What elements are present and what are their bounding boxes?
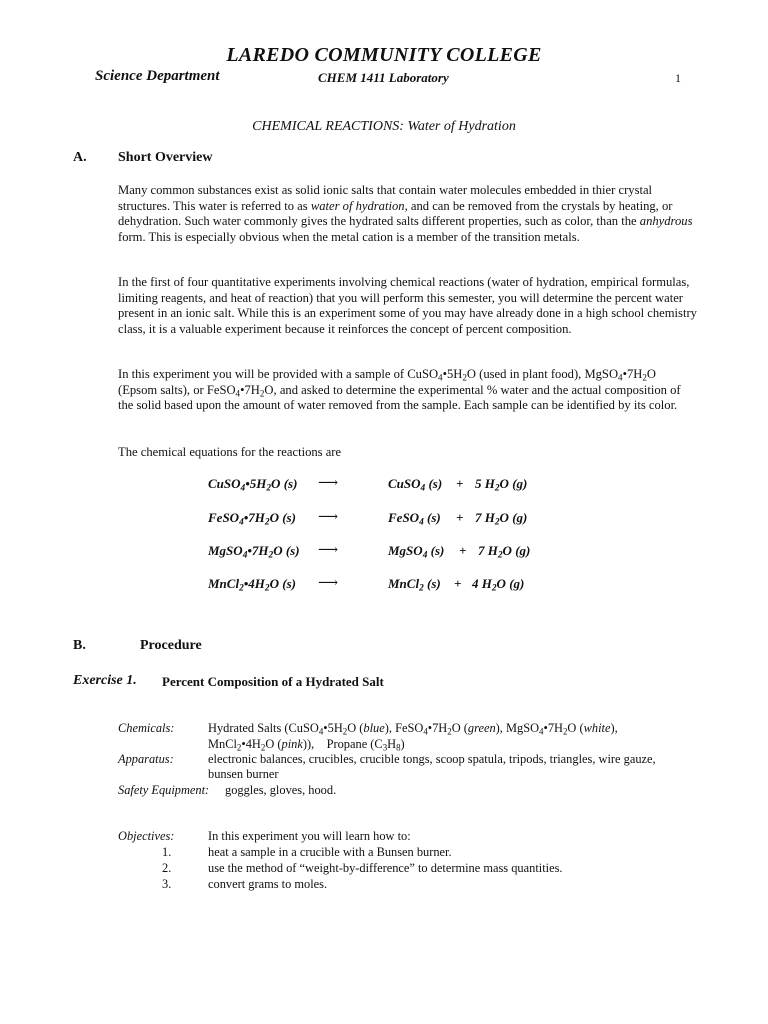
equation-product-1: MgSO$_4$ (s)	[388, 543, 445, 561]
objectives-intro: In this experiment you will learn how to:	[208, 829, 411, 843]
plus-sign: +	[456, 510, 464, 525]
objective-number: 3.	[162, 877, 172, 891]
equation-product-2: 4 $H_2O$ (g)	[472, 576, 525, 594]
apparatus-line-1: electronic balances, crucibles, crucible tongs, scoop spatula, tripods, triangles, wire gauze,	[208, 752, 656, 766]
objectives-label: Objectives:	[118, 829, 175, 843]
equation-product-1: CuSO$_4$ (s)	[388, 476, 443, 494]
objective-number: 1.	[162, 845, 172, 859]
arrow-symbol: ⟶	[318, 576, 339, 591]
equation-product-2: 5 $H_2O$ (g)	[475, 476, 528, 494]
objective-number: 2.	[162, 861, 172, 875]
arrow-symbol: ⟶	[318, 543, 339, 558]
arrow-symbol: ⟶	[318, 510, 339, 525]
arrow-symbol: ⟶	[318, 476, 339, 491]
plus-sign: +	[456, 476, 464, 491]
apparatus-line-2: bunsen burner	[208, 767, 279, 781]
plus-sign: +	[459, 543, 467, 558]
equation-reactant: $CuSO_4•5H_2O$ (s)	[208, 476, 298, 494]
equation-product-1: FeSO$_4$ (s)	[388, 510, 441, 528]
exercise-label: Exercise 1.	[73, 673, 137, 688]
objective-text: heat a sample in a crucible with a Bunsen burner.	[208, 845, 452, 859]
exercise-title: Percent Composition of a Hydrated Salt	[162, 674, 384, 689]
experiment-title: CHEMICAL REACTIONS: Water of Hydration	[252, 119, 516, 134]
equation-reactant: $MnCl_2•4H_2O$ (s)	[208, 576, 296, 594]
college-title: LAREDO COMMUNITY COLLEGE	[226, 44, 542, 66]
objective-text: use the method of “weight-by-difference” to determine mass quantities.	[208, 861, 563, 875]
course-label: CHEM 1411 Laboratory	[318, 70, 449, 85]
equations-block	[0, 476, 768, 606]
plus-sign: +	[454, 576, 462, 591]
equations-intro: The chemical equations for the reactions are	[118, 445, 342, 459]
chemicals-value: Hydrated Salts ($CuSO_4•5H_2O$ (blue), $FeSO_4•7H_2O$ (green), $MgSO_4•7H_2O$ (white), $MnCl_2•4H_2O$ (pink)), Propane $(C_3H_8)$	[208, 721, 618, 752]
chemicals-label: Chemicals:	[118, 721, 175, 735]
equation-reactant: $FeSO_4•7H_2O$ (s)	[208, 510, 296, 528]
page-number: 1	[675, 71, 681, 85]
overview-paragraph-1: Many common substances exist as solid ionic salts that contain water molecules embedded in thier crystal structures. This water is referred to as water of hydration, and can be removed from the crystals by heating, or dehydration. Such water commonly gives the hydrated salts different properties, such as color, than the anhydrous form. This is especially obvious when the metal cation is a member of the transition metals.	[118, 183, 693, 244]
objective-text: convert grams to moles.	[208, 877, 328, 891]
section-b-title: Procedure	[140, 638, 202, 653]
safety-value: goggles, gloves, hood.	[225, 783, 337, 797]
equation-product-2: 7 $H_2O$ (g)	[478, 543, 531, 561]
apparatus-label: Apparatus:	[118, 752, 174, 766]
equation-reactant: $MgSO_4•7H_2O$ (s)	[208, 543, 300, 561]
overview-paragraph-3: In this experiment you will be provided with a sample of $CuSO_4•5H_2O$ (used in plant food), $MgSO_4•7H_2O$ (Epsom salts), or $FeSO_4•7H_2O$, and asked to determine the experimental % water and the actual composition of the solid based upon the amount of water removed from the sample. Each sample can be identified by its color.	[118, 367, 681, 413]
section-a-letter: A.	[73, 150, 87, 165]
section-b-letter: B.	[73, 638, 86, 653]
safety-label: Safety Equipment:	[118, 783, 210, 797]
department-label: Science Department	[95, 68, 220, 84]
overview-paragraph-2: In the first of four quantitative experiments involving chemical reactions (water of hydration, empirical formulas, limiting reagents, and heat of reaction) that you will perform this semester, you will determine the percent water present in an ionic salt. While this is an experiment some of you may have already done in a high school chemistry class, it is a valuable experiment because it reinforces the concept of percent composition.	[118, 275, 697, 336]
section-a-title: Short Overview	[118, 150, 213, 165]
equation-product-2: 7 $H_2O$ (g)	[475, 510, 528, 528]
equation-product-1: MnCl$_2$ (s)	[388, 576, 441, 594]
